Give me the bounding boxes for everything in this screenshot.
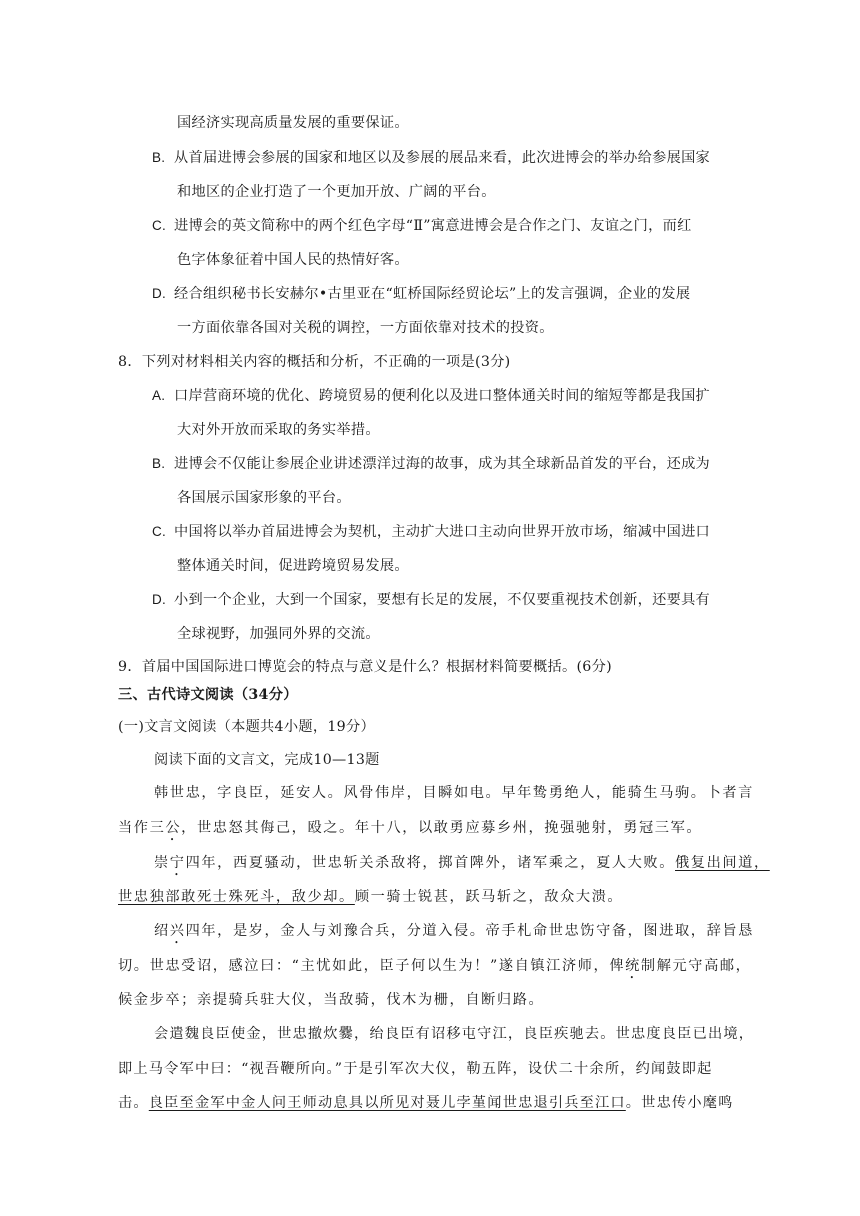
option-label: C. <box>152 524 167 539</box>
option-label: B. <box>152 456 166 471</box>
q7-option-a-continuation: 国经济实现高质量发展的重要保证。 <box>177 115 409 131</box>
passage-p3-line1 <box>154 920 754 947</box>
instruction: 阅读下面的文言文，完成10—13题 <box>154 752 380 768</box>
underlined-sentence: 良臣至金军中金人问王师动息具以所见对聂儿孛堇闻世忠退引兵至江口 <box>148 1095 626 1111</box>
option-text: 中国将以举办首届进博会为契机，主动扩大进口主动向世界开放市场，缩减中国进口 <box>174 524 711 540</box>
section-heading: 三、古代诗文阅读（34分） <box>118 687 298 703</box>
passage-p3-line3: 候金步卒；亲提骑兵驻大仪，当敌骑，伐木为栅，自断归路。 <box>118 992 545 1008</box>
passage-p2-line2 <box>118 886 623 906</box>
option-text: 经合组织秘书长安赫尔•古里亚在“虹桥国际经贸论坛”上的发言强调，企业的发展 <box>174 286 691 302</box>
q7-option-c-line2: 色字体象征着中国人民的热情好客。 <box>177 252 409 268</box>
text-span: 当作三 <box>118 820 166 836</box>
q9-question: 9．首届中国国际进口博览会的特点与意义是什么？根据材料简要概括。(6分) <box>118 659 612 675</box>
option-text: 进博会不仅能让参展企业讲述漂洋过海的故事，成为其全球新品首发的平台，还成为 <box>174 456 711 472</box>
q7-option-d-line2: 一方面依靠各国对关税的调控，一方面依靠对技术的投资。 <box>177 320 554 336</box>
option-text: 从首届进博会参展的国家和地区以及参展的展品来看，此次进博会的举办给参展国家 <box>174 150 711 166</box>
emphasized-char: 宁 <box>169 855 186 871</box>
passage-p4-line1: 会遣魏良臣使金，世忠撤炊爨，绐良臣有诏移屯守江，良臣疾驰去。世忠度良臣已出境， <box>154 1026 755 1042</box>
q8-question: 8．下列对材料相关内容的概括和分析，不正确的一项是(3分) <box>118 354 511 370</box>
passage-p2-line1 <box>154 852 770 879</box>
option-text: 小到一个企业，大到一个国家，要想有长足的发展，不仅要重视技术创新，还要具有 <box>174 592 711 608</box>
text-span: 。世忠传小麾鸣 <box>625 1095 734 1111</box>
text-span: 切。世忠受诏，感泣曰：“主忧如此，臣子何以生为！”遂自镇江济师，俾 <box>118 958 626 974</box>
text-span: 顾一骑士锐甚，跃马斩之，敌众大溃。 <box>354 889 624 905</box>
q7-option-d <box>152 283 690 303</box>
underlined-sentence: 俄复出间道， <box>675 855 770 871</box>
emphasized-char: 公 <box>165 820 182 836</box>
sub-heading: (一)文言文阅读（本题共4小题，19分） <box>118 719 375 735</box>
q7-option-b <box>152 147 710 167</box>
q8-option-b <box>152 453 710 473</box>
emphasized-char: 统 <box>625 958 641 974</box>
passage-p1-line2 <box>118 817 702 844</box>
text-span: 击。 <box>118 1095 149 1111</box>
option-label: C. <box>152 218 167 233</box>
text-span: 四年，是岁，金人与刘豫合兵，分道入侵。帝手札命世忠饬守备，图进取，辞旨恳 <box>185 923 754 939</box>
underlined-sentence: 世忠独部敢死士殊死斗，敌少却。 <box>118 889 355 905</box>
emphasized-char: 兴 <box>169 923 186 939</box>
passage-p4-line2: 即上马令军中曰：“视吾鞭所向。”于是引军次大仪，勒五阵，设伏二十余所，约闻鼓即起 <box>118 1061 713 1077</box>
passage-p1-line1: 韩世忠，字良臣，延安人。风骨伟岸，目瞬如电。早年鸷勇绝人，能骑生马驹。卜者言 <box>154 785 754 801</box>
text-span: ，世忠怒其侮己，殴之。年十八，以敢勇应募乡州，挽强驰射，勇冠三军。 <box>181 820 703 836</box>
option-text: 口岸营商环境的优化、跨境贸易的便利化以及进口整体通关时间的缩短等都是我国扩 <box>174 388 711 404</box>
text-span: 崇 <box>154 855 170 871</box>
text-span: 绍 <box>154 923 170 939</box>
text-span: 四年，西夏骚动，世忠斩关杀敌将，掷首陴外，诸军乘之，夏人大败。 <box>185 855 676 871</box>
q8-option-d-line2: 全球视野，加强同外界的交流。 <box>177 626 380 642</box>
option-label: D. <box>152 592 167 607</box>
q8-option-c-line2: 整体通关时间，促进跨境贸易发展。 <box>177 558 409 574</box>
q8-option-d <box>152 589 710 609</box>
q8-option-a-line2: 大对外开放而采取的务实举措。 <box>177 422 380 438</box>
q8-option-a <box>152 385 710 405</box>
passage-p3-line2 <box>118 955 751 982</box>
option-label: B. <box>152 150 166 165</box>
passage-p4-line3 <box>118 1092 734 1112</box>
q8-option-b-line2: 各国展示国家形象的平台。 <box>177 490 351 506</box>
option-label: A. <box>152 388 166 403</box>
option-text: 进博会的英文简称中的两个红色字母“Ⅱ”寓意进博会是合作之门、友谊之门，而红 <box>174 218 692 234</box>
q8-option-c <box>152 521 710 541</box>
q7-option-b-line2: 和地区的企业打造了一个更加开放、广阔的平台。 <box>177 184 496 200</box>
text-span: 制解元守高邮， <box>640 958 752 974</box>
q7-option-c <box>152 215 692 235</box>
option-label: D. <box>152 286 167 301</box>
